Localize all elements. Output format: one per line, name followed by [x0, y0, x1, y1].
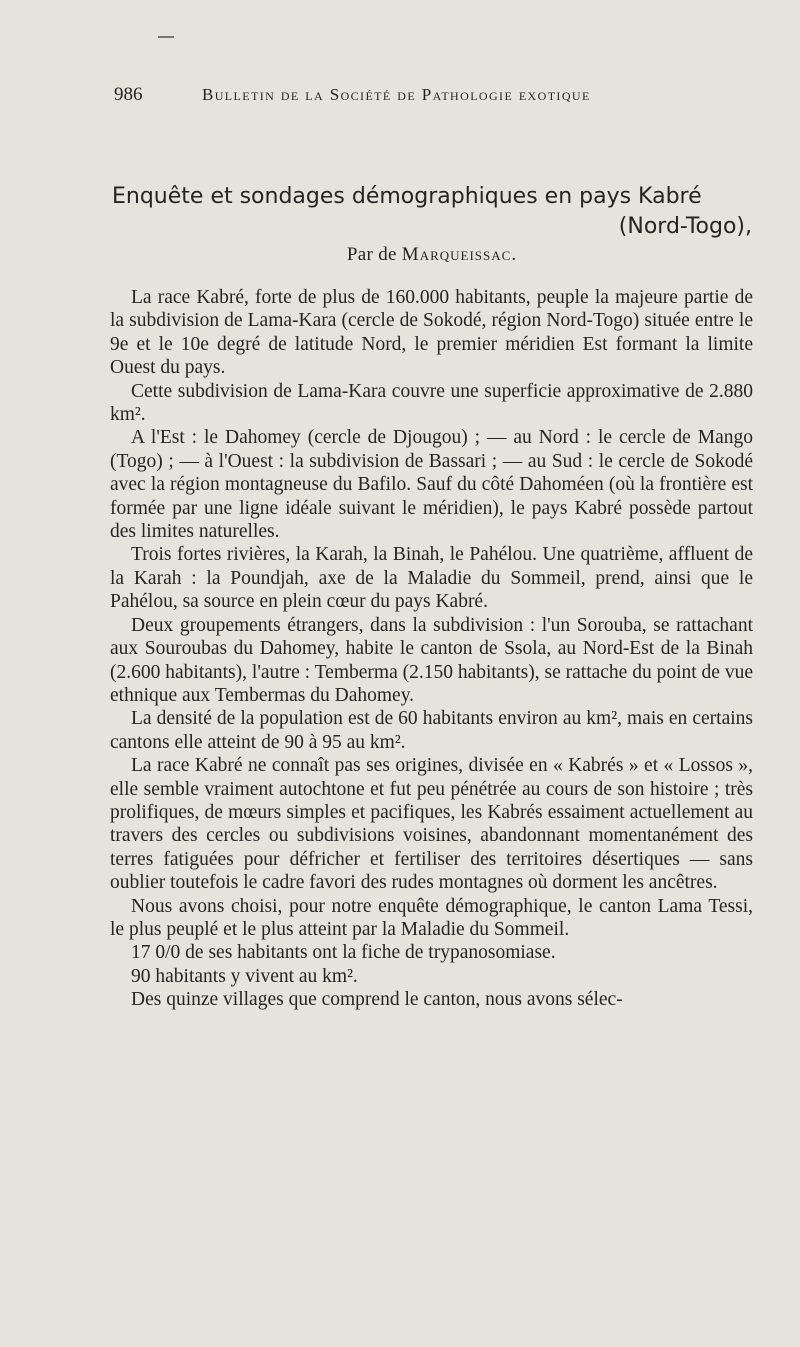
paragraph: Trois fortes rivières, la Karah, la Binah, le Pahélou. Une quatrième, affluent de la Karah : la Poundjah, axe de la Maladie du Sommeil, prend, ainsi que le Pahélou, sa source en plein cœur du pays Kabré. [110, 544, 753, 613]
article-title-line-2: (Nord-Togo), [618, 214, 752, 239]
paragraph: La densité de la population est de 60 habitants environ au km², mais en certains cantons elle atteint de 90 à 95 au km². [110, 708, 753, 753]
article-title-line-1: Enquête et sondages démographiques en pays Kabré [112, 184, 702, 209]
author-name: Marqueissac. [401, 244, 518, 265]
byline [112, 244, 752, 266]
paragraph: 90 habitants y vivent au km². [131, 965, 358, 987]
article-title [112, 182, 752, 242]
paragraph: Deux groupements étrangers, dans la subdivision : l'un Sorouba, se rattachant aux Souroubas du Dahomey, habite le canton de Ssola, au Nord-Est de la Binah (2.600 habitants), l'autre : Temberma (2.150 habitants), se rattache du point de vue ethnique aux Tembermas du Dahomey. [110, 614, 753, 706]
body-text [110, 286, 753, 1012]
paragraph: A l'Est : le Dahomey (cercle de Djougou) ; — au Nord : le cercle de Mango (Togo) ; — à l'Ouest : la subdivision de Bassari ; — au Sud : le cercle de Sokodé avec la région montagneuse du Bafilo. Sauf du côté Dahoméen (où la frontière est formée par une ligne idéale suivant le méridien), le pays Kabré possède partout des limites naturelles. [110, 427, 753, 543]
paragraph: La race Kabré ne connaît pas ses origines, divisée en « Kabrés » et « Lossos », elle semble vraiment autochtone et fut peu pénétrée au cours de son histoire ; très prolifiques, de mœurs simples et pacifiques, les Kabrés essaiment actuellement au travers des cercles ou subdivisions voisines, abandonnant momentanément des terres fatiguées pour défricher et fertiliser des territoires désertiques — sans oublier toutefois le cadre favori des rudes montagnes où dorment les ancêtres. [110, 755, 753, 894]
byline-prefix: Par de [346, 244, 397, 265]
paragraph: Des quinze villages que comprend le canton, nous avons sélec- [131, 989, 623, 1011]
scan-mark [158, 36, 174, 38]
paragraph: La race Kabré, forte de plus de 160.000 habitants, peuple la majeure partie de la subdivision de Lama-Kara (cercle de Sokodé, région Nord-Togo) située entre le 9e et le 10e degré de latitude Nord, le premier méridien Est formant la limite Ouest du pays. [110, 287, 753, 379]
journal-title: Bulletin de la Société de Pathologie exotique [202, 85, 591, 104]
paragraph: Nous avons choisi, pour notre enquête démographique, le canton Lama Tessi, le plus peuplé et le plus atteint par la Maladie du Sommeil. [110, 895, 753, 940]
paragraph: Cette subdivision de Lama-Kara couvre une superficie approximative de 2.880 km². [110, 380, 753, 426]
paragraph: 17 0/0 de ses habitants ont la fiche de trypanosomiase. [131, 942, 556, 964]
page-number: 986 [114, 84, 143, 105]
